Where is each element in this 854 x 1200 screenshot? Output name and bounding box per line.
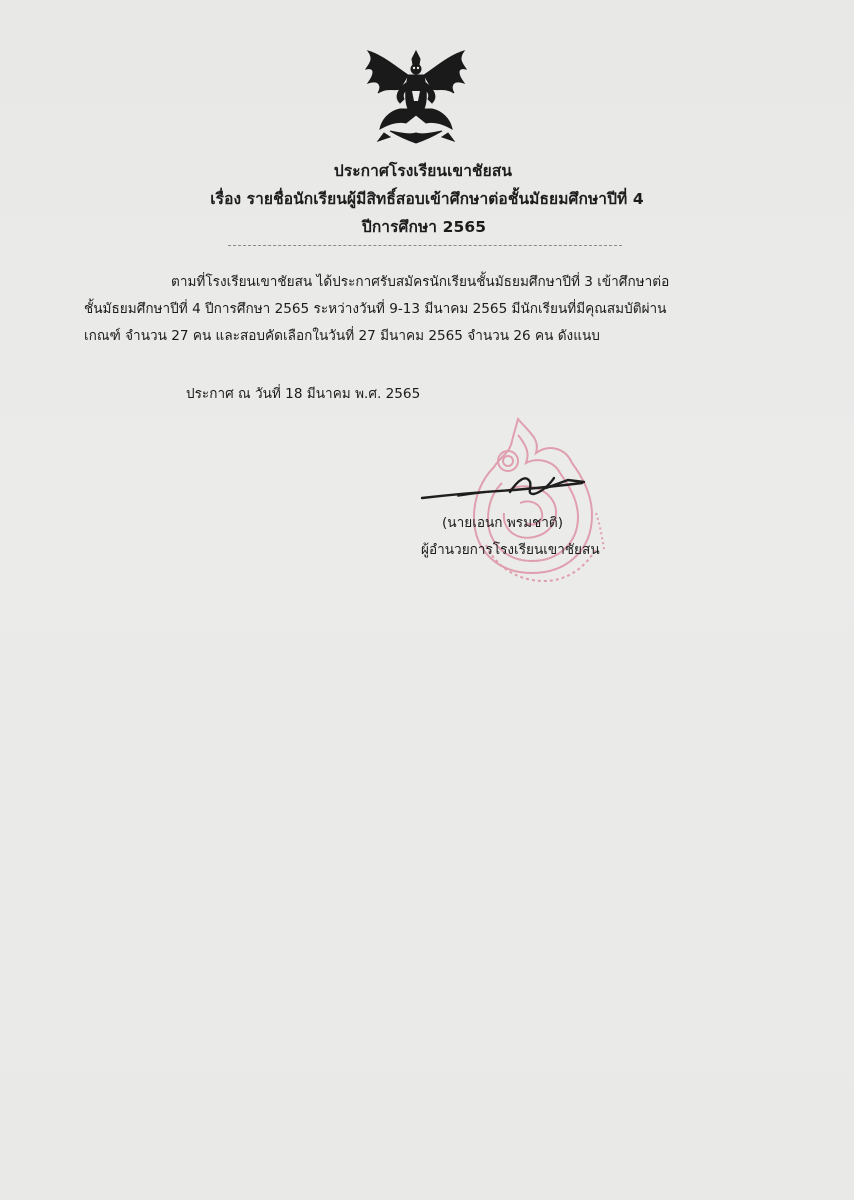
garuda-emblem-icon bbox=[360, 45, 472, 145]
document-title: ประกาศโรงเรียนเขาชัยสน bbox=[333, 162, 513, 180]
announcement-date: ประกาศ ณ วันที่ 18 มีนาคม พ.ศ. 2565 bbox=[186, 386, 421, 402]
signatory-name: (นายเอนก พรมชาติ) bbox=[442, 515, 564, 531]
body-paragraph-line-1: ตามที่โรงเรียนเขาชัยสน ได้ประกาศรับสมัครนักเรียนชั้นมัธยมศึกษาปีที่ 3 เข้าศึกษาต่อ bbox=[171, 274, 670, 290]
academic-year: ปีการศึกษา 2565 bbox=[361, 218, 487, 236]
body-paragraph-line-3: เกณฑ์ จำนวน 27 คน และสอบคัดเลือกในวันที่ 27 มีนาคม 2565 จำนวน 26 คน ดังแนบ bbox=[84, 328, 600, 344]
body-paragraph-line-2: ชั้นมัธยมศึกษาปีที่ 4 ปีการศึกษา 2565 ระหว่างวันที่ 9-13 มีนาคม 2565 มีนักเรียนที่มีคุณสมบัติผ่าน bbox=[84, 301, 667, 317]
document-subject: เรื่อง รายชื่อนักเรียนผู้มีสิทธิ์สอบเข้าศึกษาต่อชั้นมัธยมศึกษาปีที่ 4 bbox=[210, 190, 644, 208]
title-divider bbox=[228, 245, 622, 246]
handwritten-signature bbox=[418, 468, 593, 504]
signatory-position: ผู้อำนวยการโรงเรียนเขาชัยสน bbox=[421, 542, 600, 558]
